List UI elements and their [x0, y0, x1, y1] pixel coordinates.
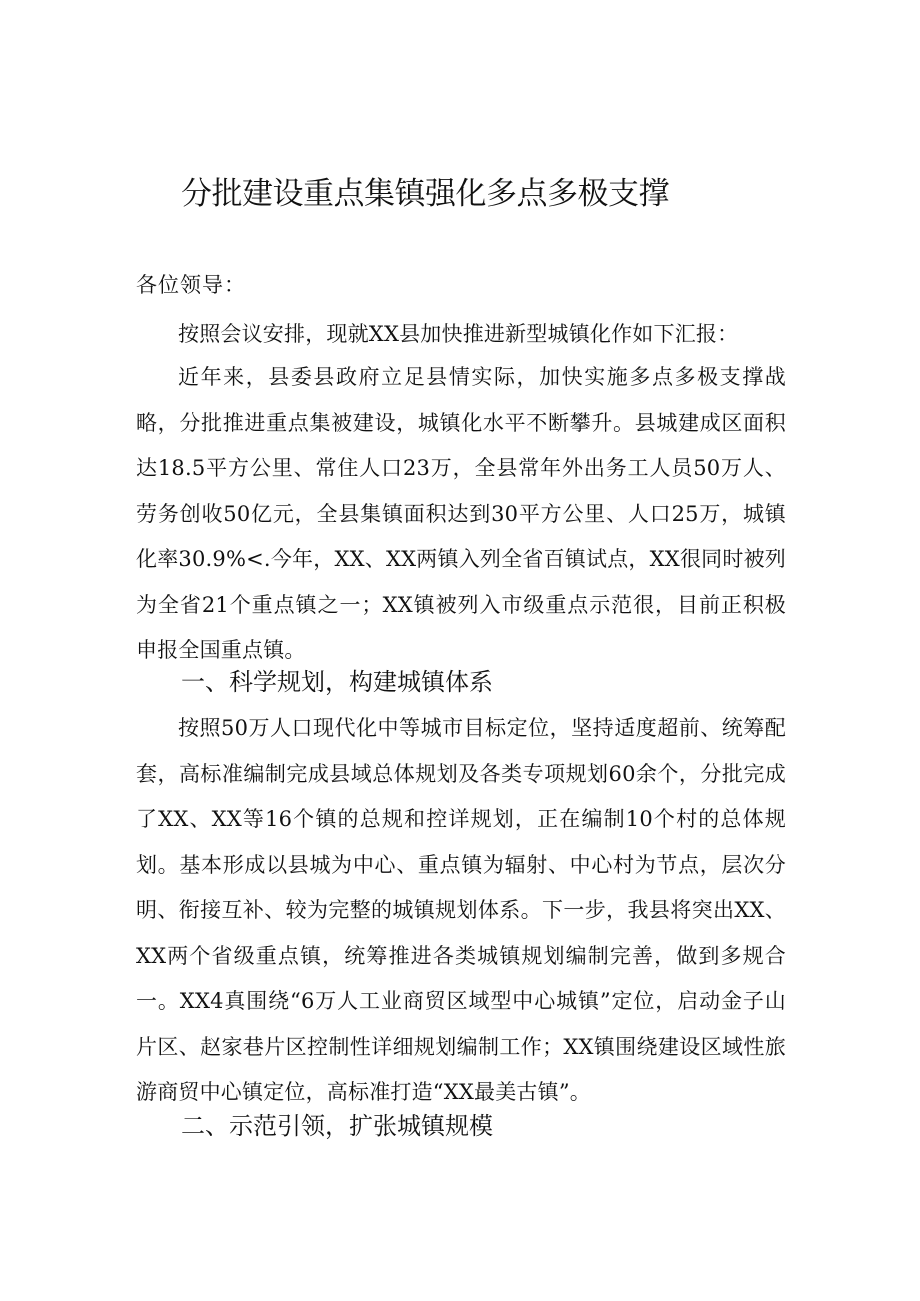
intro-paragraph: 按照会议安排，现就XX县加快推进新型城镇化作如下汇报：	[178, 322, 739, 346]
document-title: 分批建设重点集镇强化多点多极支撑	[181, 176, 669, 212]
section-2-heading: 二、示范引领，扩张城镇规模	[181, 1112, 493, 1140]
section-1-paragraph: 按照50万人口现代化中等城市目标定位，坚持适度超前、统筹配套，高标准编制完成县域总体规划及各类专项规划60余个，分批完成了XX、XX等16个镇的总规和控详规划，正在编制10个村的总体规划。基本形成以县城为中心、重点镇为辐射、中心村为节点，层次分明、衔接互补、较为完整的城镇规划体系。下一步，我县将突出XX、XX两个省级重点镇，统筹推进各类城镇规划编制完善，做到多规合一。XX4真围绕“6万人工业商贸区域型中心城镇”定位，启动金子山片区、赵家巷片区控制性详细规划编制工作；XX镇围绕建设区域性旅游商贸中心镇定位，高标准打造“XX最美古镇”。	[136, 716, 786, 1104]
section-1-heading: 一、科学规划，构建城镇体系	[181, 668, 493, 696]
overview-paragraph: 近年来，县委县政府立足县情实际，加快实施多点多极支撑战略，分批推进重点集被建设，城镇化水平不断攀升。县城建成区面积达18.5平方公里、常住人口23万，全县常年外出务工人员50万人、劳务创收50亿元，全县集镇面积达到30平方公里、人口25万，城镇化率30.9%<.今年，XX、XX两镇入列全省百镇试点，XX很同时被列为全省21个重点镇之一；XX镇被列入市级重点示范很，目前正积极申报全国重点镇。	[136, 365, 786, 662]
salutation: 各位领导：	[136, 273, 246, 297]
